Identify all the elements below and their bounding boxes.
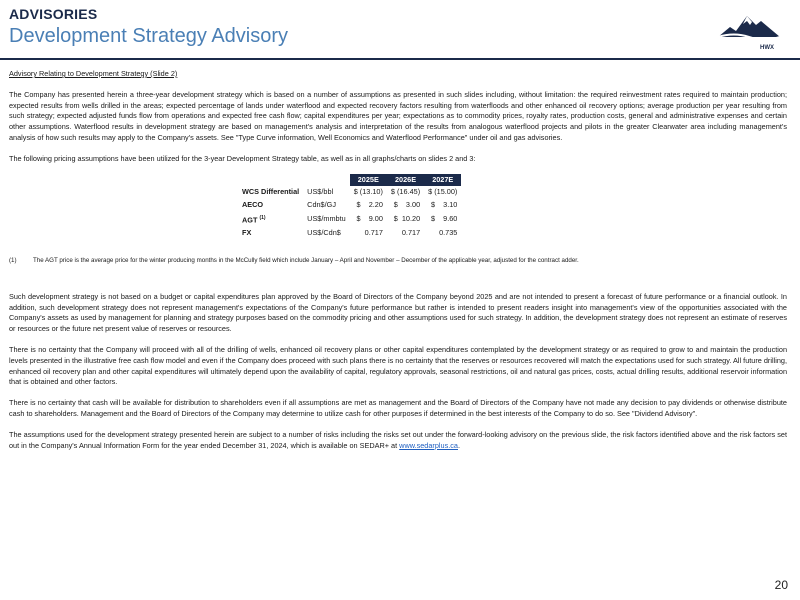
paragraph: Such development strategy is not based on a budget or capital expenditures plan approved by the Board of Directors of the Company beyond 2025 and are not intended to present a forecast of future performance or a financial outlook. In addition, such development strategy does not represent management's expectations of the Company's future performance but rather is intended to present readers insight into management's view of the opportunities associated with the Company's assets as used by management for planning and strategy purposes based on the commodity pricing and other assumptions used for such strategy. In addition, the development strategy does not represent an estimate of reserves or resources or the future net present value of reserves or resources. <box>9 291 787 334</box>
header-divider <box>0 58 800 60</box>
section-heading: Advisory Relating to Development Strategy (Slide 2) <box>9 69 178 78</box>
row-unit: US$/Cdn$ <box>307 228 341 238</box>
footnote-marker: (1) <box>9 256 17 264</box>
price-cell: $ 3.10 <box>430 200 458 210</box>
row-unit: Cdn$/GJ <box>307 200 336 210</box>
footnote-text: The AGT price is the average price for the winter producing months in the McCully field which include January – April and November – December of the applicable year, adjusted for the contract adder. <box>33 256 579 264</box>
price-cell: 0.717 <box>364 228 383 238</box>
row-unit: US$/bbl <box>307 187 334 197</box>
col-header: 2026E <box>387 174 424 187</box>
price-cell: 0.735 <box>439 228 458 238</box>
pricing-row <box>234 227 461 240</box>
section-label: ADVISORIES <box>9 6 98 22</box>
price-cell: $ (16.45) <box>390 187 421 197</box>
pricing-row <box>234 186 461 199</box>
row-label: FX <box>242 228 252 238</box>
pricing-row <box>234 212 461 227</box>
footnote-ref: (1) <box>259 214 266 221</box>
page-title: Development Strategy Advisory <box>9 25 289 47</box>
company-logo-icon <box>716 10 782 52</box>
paragraph: There is no certainty that cash will be available for distribution to shareholders even if all assumptions are met as management and the Board of Directors of the Company have not made any decision to pay dividends or otherwise distribute cash to shareholders. Management and the Board of Directors of the Company may determine to utilize cash for other purposes if determined in the best interests of the Company to do so. See "Dividend Advisory". <box>9 398 787 418</box>
intro-paragraph: The Company has presented herein a three-year development strategy which is based on a number of assumptions as presented in such slides including, without limitation: the required reinvestment rates required to maintain production; expected results from wells drilled in the areas; expected percentage of lands under waterflood and expected recovery factors resulting from waterfloods and other enhanced oil recovery options; average production per year resulting from such strategy; expected adjusted funds flow from operations and expected free cash flow; capital expenditures per year; expectations as to commodity prices, royalty rates, production costs, general and administrative expenses and certain other assumptions. Waterflood results in development strategy are based on management's analysis and interpretation of the results from analogous waterflood projects and pilots in the greater Clearwater area including management's analysis of how such results may apply to the Company's assets. See "Type Curve information, Well Economics and Waterflood Performance" under oil and gas advisories. <box>9 89 787 142</box>
page-number: 20 <box>774 578 788 592</box>
paragraph-text: The assumptions used for the development strategy presented herein are subject to a number of risks including the risks set out under the forward-looking advisory on the previous slide, the risk factors identified above and the risk factors set out in the Company's Annual Information Form for the year ended December 31, 2024, which is available on SEDAR+ at <box>9 429 787 450</box>
price-cell: $ 10.20 <box>393 214 421 224</box>
paragraph <box>9 430 787 452</box>
paragraph: There is no certainty that the Company will proceed with all of the drilling of wells, enhanced oil recovery plans or other capital expenditures contemplated by the development strategy or as required to grow to and maintain the production levels presented in the illustrative free cash flow model and even if the Company does proceed with such plans there is no certainty that the reserves or resources recovered will match the expectations used for such strategy. All future drilling, enhanced oil recovery plan and other capital expenditures will ultimately depend upon the availability of capital, regulatory approvals, seasonal restrictions, oil and natural gas prices, costs, actual drilling results, additional reservoir information that is obtained and other factors. <box>9 344 787 387</box>
footnote <box>9 256 787 267</box>
paragraph-end: . <box>457 440 461 450</box>
price-cell: $ (15.00) <box>428 187 458 197</box>
row-label: AGT $^{(1)}$ <box>242 214 266 225</box>
col-header: 2025E <box>350 174 387 187</box>
price-cell: $ 9.00 <box>356 214 383 224</box>
advisory-content <box>9 69 787 461</box>
row-label: AECO <box>242 200 264 210</box>
price-cell: $ 9.60 <box>430 214 458 224</box>
price-cell: 0.717 <box>401 228 421 238</box>
sedar-link[interactable]: www.sedarplus.ca <box>399 440 458 450</box>
row-label: WCS Differential <box>242 187 300 197</box>
pricing-table <box>234 174 461 240</box>
col-header: 2027E <box>424 174 461 187</box>
pricing-intro: The following pricing assumptions have been utilized for the 3-year Development Strategy table, as well as in all graphs/charts on slides 2 and 3: <box>9 153 476 163</box>
pricing-row <box>234 199 461 212</box>
logo-text: HWX <box>760 45 774 51</box>
price-cell: $ (13.10) <box>353 187 383 197</box>
price-cell: $ 3.00 <box>393 200 421 210</box>
price-cell: $ 2.20 <box>356 200 383 210</box>
row-unit: US$/mmbtu <box>307 214 346 224</box>
